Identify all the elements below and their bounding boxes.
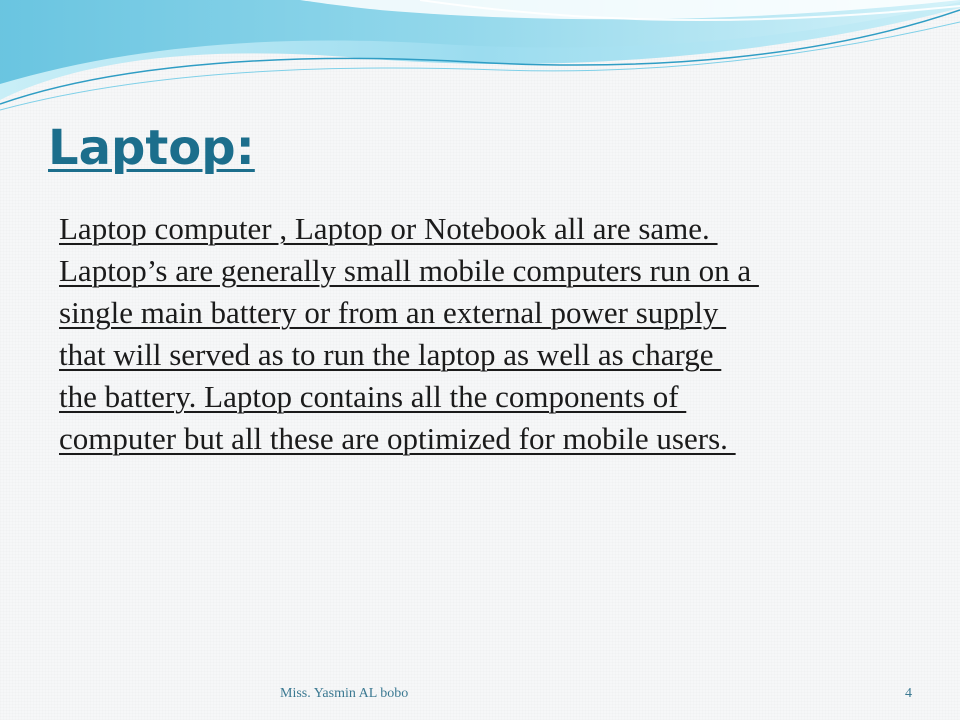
body-line: single main battery or from an external power supply [59,295,727,330]
slide-body [59,208,919,460]
body-line: computer but all these are optimized for mobile users. [59,421,736,456]
footer-author: Miss. Yasmin AL bobo [280,686,409,701]
body-line: Laptop computer , Laptop or Notebook all are same. [59,211,718,246]
body-line: the battery. Laptop contains all the components of [59,379,687,414]
footer-page-number: 4 [905,686,912,701]
body-line: that will served as to run the laptop as well as charge [59,337,722,372]
slide-title: Laptop: [48,120,255,176]
body-line: Laptop’s are generally small mobile computers run on a [59,253,759,288]
wave-header-decoration [0,0,960,120]
